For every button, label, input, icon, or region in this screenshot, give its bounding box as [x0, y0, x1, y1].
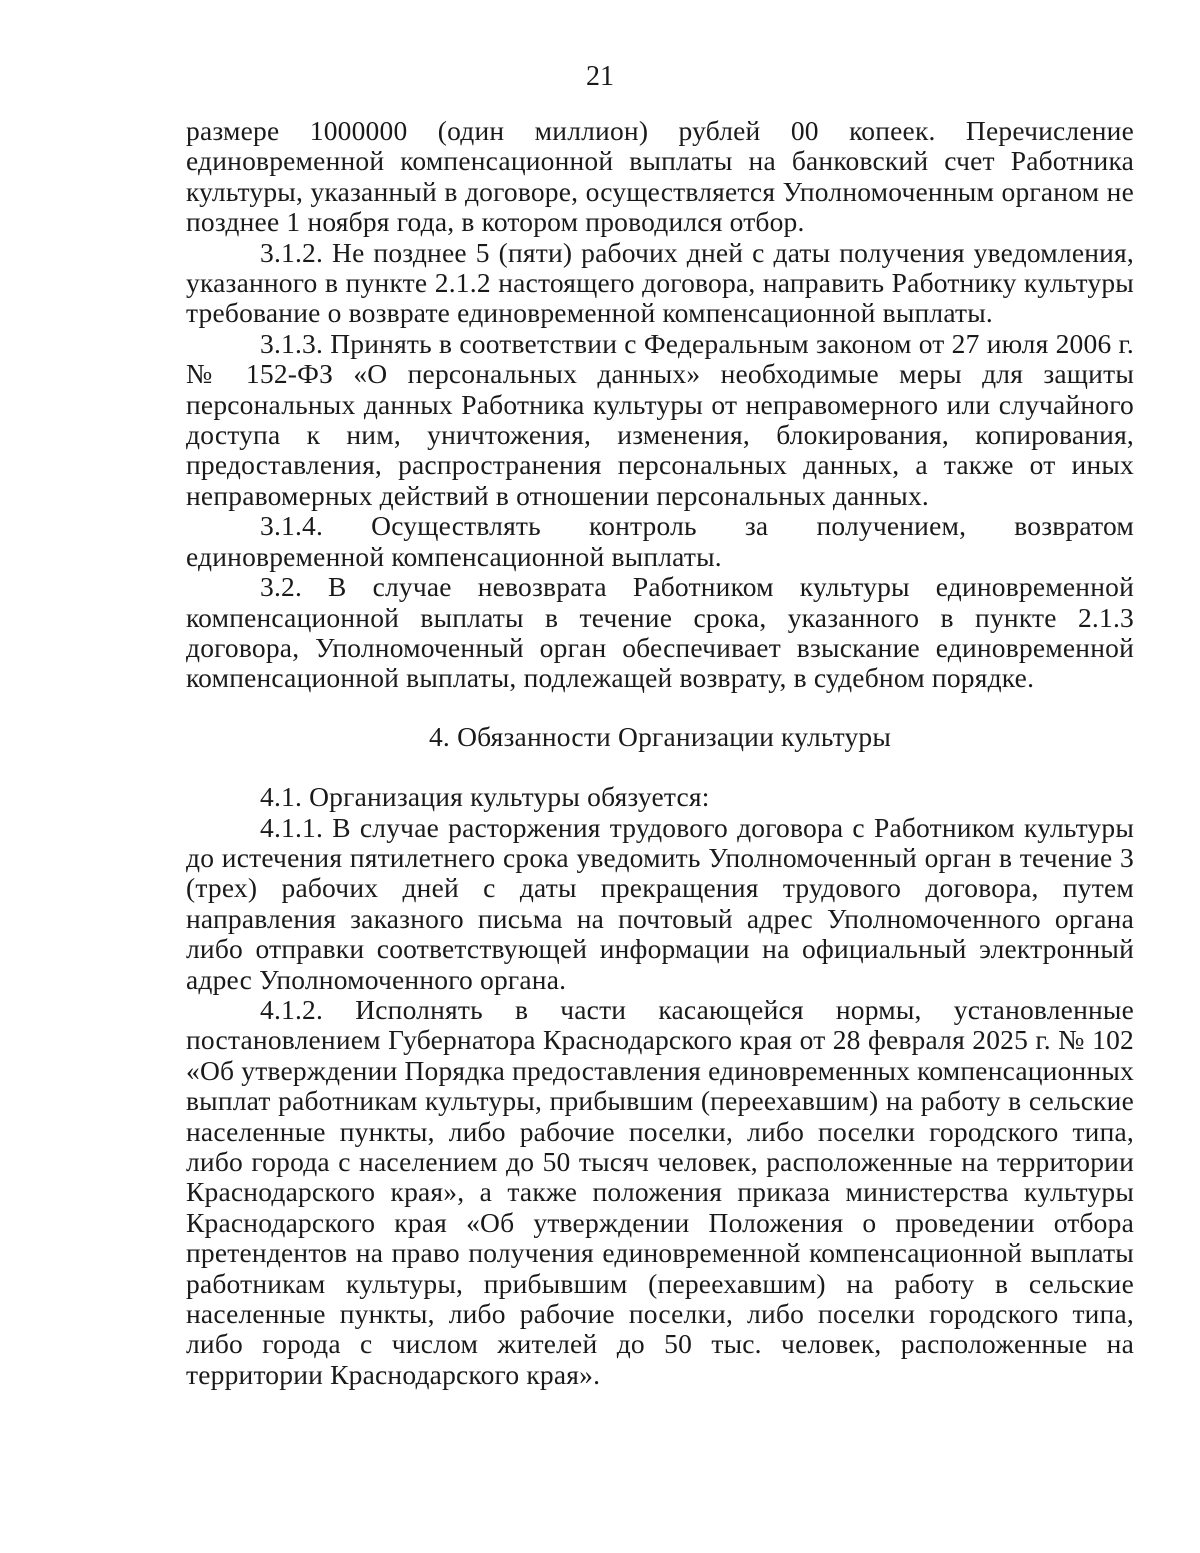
- paragraph-4-1-1: 4.1.1. В случае расторжения трудового договора с Работником культуры до истечения пятилетнего срока уведомить Уполномоченный орган в течение 3 (трех) рабочих дней с даты прекращения трудового договора, путем направления заказного письма на почтовый адрес Уполномоченного органа либо отправки соответствующей информации на официальный электронный адрес Уполномоченного органа.: [186, 811, 1134, 995]
- paragraph-3-1-3: 3.1.3. Принять в соответствии с Федеральным законом от 27 июля 2006 г. № 152-ФЗ «О персональных данных» необходимые меры для защиты персональных данных Работника культуры от неправомерного или случайного доступа к ним, уничтожения, изменения, блокирования, копирования, предоставления, распространения персональных данных, а также от иных неправомерных действий в отношении персональных данных.: [186, 327, 1134, 511]
- document-body: [186, 116, 1134, 1390]
- paragraph-3-1-2: 3.1.2. Не позднее 5 (пяти) рабочих дней с даты получения уведомления, указанного в пункте 2.1.2 настоящего договора, направить Работнику культуры требование о возврате единовременной компенсационной выплаты.: [186, 236, 1134, 329]
- paragraph-4-1: 4.1. Организация культуры обязуется:: [260, 781, 710, 813]
- page-number: 21: [586, 61, 614, 92]
- paragraph-4-1-2: 4.1.2. Исполнять в части касающейся нормы, установленные постановлением Губернатора Краснодарского края от 28 февраля 2025 г. № 102 «Об утверждении Порядка предоставления единовременных компенсационных выплат работникам культуры, прибывшим (переехавшим) на работу в сельские населенные пункты, либо рабочие поселки, либо поселки городского типа, либо города с населением до 50 тысяч человек, расположенные на территории Краснодарского края», а также положения приказа министерства культуры Краснодарского края «Об утверждении Положения о проведении отбора претендентов на право получения единовременной компенсационной выплаты работникам культуры, прибывшим (переехавшим) на работу в сельские населенные пункты, либо рабочие поселки, либо поселки городского типа, либо города с числом жителей до 50 тыс. человек, расположенные на территории Краснодарского края».: [186, 993, 1135, 1390]
- paragraph-3-2: 3.2. В случае невозврата Работником культуры единовременной компенсационной выплаты в течение срока, указанного в пункте 2.1.3 договора, Уполномоченный орган обеспечивает взыскание единовременной компенсационной выплаты, подлежащей возврату, в судебном порядке.: [186, 571, 1134, 694]
- section-heading-4: 4. Обязанности Организации культуры: [428, 720, 892, 752]
- paragraph-3-1-1-continuation: размере 1000000 (один миллион) рублей 00 копеек. Перечисление единовременной компенсационной выплаты на банковский счет Работника культуры, указанный в договоре, осуществляется Уполномоченным органом не позднее 1 ноября года, в котором проводился отбор.: [186, 115, 1134, 238]
- paragraph-3-1-4: 3.1.4. Осуществлять контроль за получением, возвратом единовременной компенсационной выплаты.: [186, 510, 1134, 572]
